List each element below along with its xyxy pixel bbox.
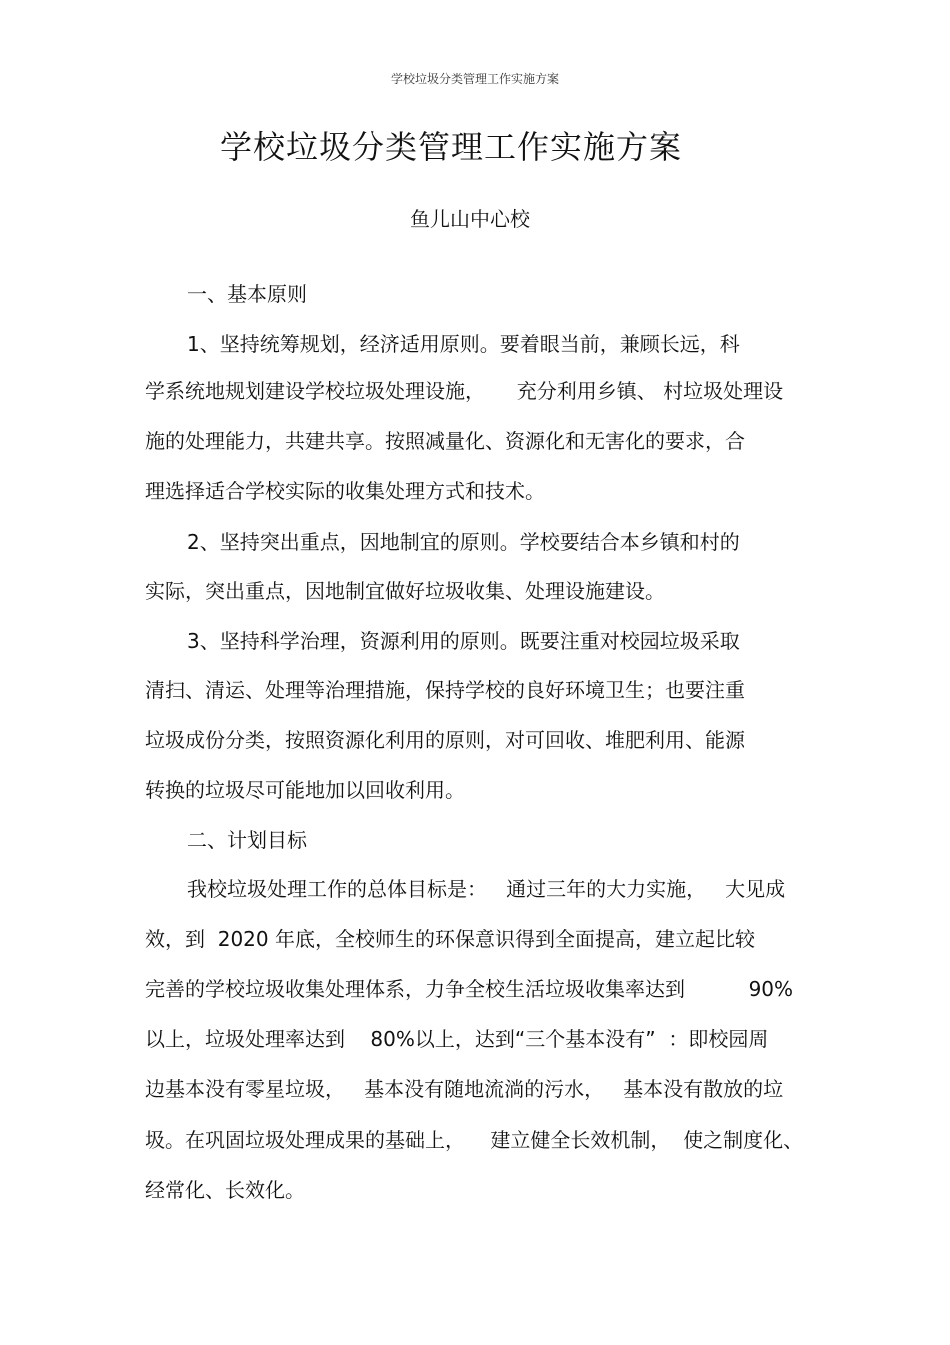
paragraph-4-line-2: 效，到 2020 年底，全校师生的环保意识得到全面提高，建立起比较 (145, 927, 755, 951)
paragraph-3-line-4: 转换的垃圾尽可能地加以回收利用。 (145, 778, 465, 802)
paragraph-3-line-1: 3、坚持科学治理，资源利用的原则。既要注重对校园垃圾采取 (187, 629, 740, 653)
paragraph-2-line-2: 实际，突出重点，因地制宜做好垃圾收集、处理设施建设。 (145, 579, 665, 603)
paragraph-4-line-1: 我校垃圾处理工作的总体目标是： 通过三年的大力实施， 大见成 (187, 877, 786, 901)
paragraph-1-line-4: 理选择适合学校实际的收集处理方式和技术。 (145, 479, 545, 503)
paragraph-4-line-3: 完善的学校垃圾收集处理体系，力争全校生活垃圾收集率达到 90% (145, 977, 794, 1001)
document-title: 学校垃圾分类管理工作实施方案 (219, 128, 682, 166)
paragraph-2-line-1: 2、坚持突出重点，因地制宜的原则。学校要结合本乡镇和村的 (187, 530, 740, 554)
paragraph-1-line-2: 学系统地规划建设学校垃圾处理设施， 充分利用乡镇、 村垃圾处理设 (145, 379, 784, 403)
paragraph-4-line-4: 以上，垃圾处理率达到 80%以上，达到“三个基本没有” ：即校园周 (145, 1027, 769, 1051)
paragraph-4-line-6: 圾。在巩固垃圾处理成果的基础上， 建立健全长效机制， 使之制度化、 (145, 1128, 804, 1152)
section-heading-principles: 一、基本原则 (187, 282, 307, 306)
paragraph-1-line-1: 1、坚持统筹规划，经济适用原则。要着眼当前，兼顾长远，科 (187, 332, 740, 356)
paragraph-3-line-2: 清扫、清运、处理等治理措施，保持学校的良好环境卫生；也要注重 (145, 678, 745, 702)
running-header: 学校垃圾分类管理工作实施方案 (390, 72, 559, 86)
document-author: 鱼儿山中心校 (410, 207, 530, 231)
paragraph-4-line-7: 经常化、长效化。 (145, 1178, 305, 1202)
paragraph-3-line-3: 垃圾成份分类，按照资源化利用的原则，对可回收、堆肥利用、能源 (145, 728, 745, 752)
paragraph-4-line-5: 边基本没有零星垃圾， 基本没有随地流淌的污水， 基本没有散放的垃 (145, 1077, 784, 1101)
section-heading-goals: 二、计划目标 (187, 828, 307, 852)
paragraph-1-line-3: 施的处理能力，共建共享。按照减量化、资源化和无害化的要求，合 (145, 429, 745, 453)
